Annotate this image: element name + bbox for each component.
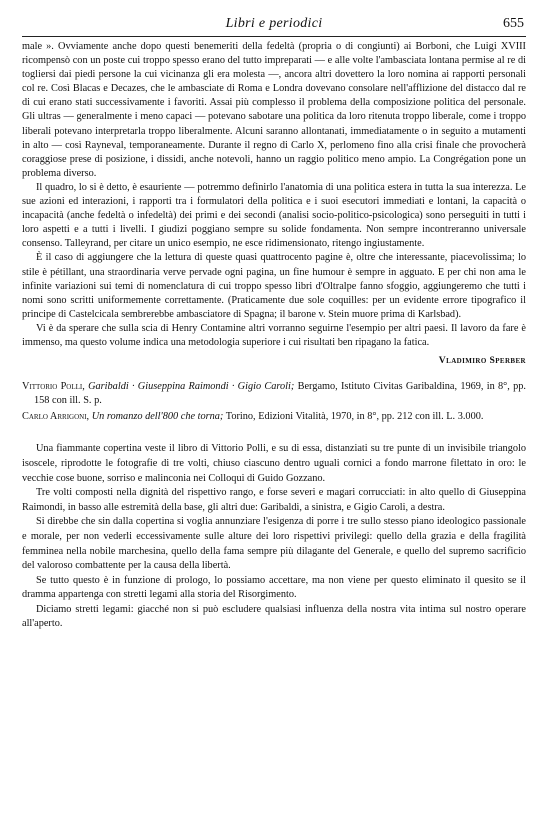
review-paragraph: Si direbbe che sin dalla copertina si voglia annunziare l'esigenza di porre i tre sullo stesso piano ideologico passionale e morale, per non vederli eccessivamente sulle alture dei loro rispettivi privilegi: quello della grazia e della fragilità femminea nella nobile marchesina, quello della fama sempre più dilagante del Generale, e quello del supremo sacrificio del valoroso combattente per la causa della libertà. (22, 516, 526, 572)
running-title: Libri e periodici (225, 16, 323, 31)
review-paragraph: Una fiammante copertina veste il libro di Vittorio Polli, e su di essa, distanziati su tre punte di un invisibile triangolo isoscele, riprodotte le fotografie di tre volti, chiuso ciascuno dentro uguali cornici a fondo marrone filettato in oro: le vecchie cose buone, sorriso e malinconia nei Colloqui di Guido Gozzano. (22, 443, 526, 484)
page-header (22, 14, 526, 37)
reviewer-signature: Vladimiro Sperber (438, 355, 526, 367)
review-paragraph: Se tutto questo è in funzione di prologo, lo possiamo accettare, ma non viene per questo eliminato il quesito se il dramma appartenga con stretti legami alla storia del Risorgimento. (22, 574, 526, 601)
entry-title: Un romanzo dell'800 che torna; (91, 411, 224, 423)
entry-details: Torino, Edizioni Vitalità, 1970, in 8°, pp. 212 con ill. L. 3.000. (225, 411, 484, 423)
entry-details: Bergamo, Istituto Civitas Garibaldina, 1969, in 8°, pp. 158 con ill. S. p. (34, 381, 526, 407)
bibliographic-entries (22, 380, 526, 424)
entry-title: Garibaldi · Giuseppina Raimondi · Gigio Caroli; (88, 381, 295, 393)
review-paragraph: Il quadro, lo si è detto, è esauriente — potremmo definirlo l'anatomia di una politica estera in tutta la sua interezza. Le sue azioni ed interazioni, i rapporti tra i formulatori della politica e i suoi esecutori immediati e lontani, la capacità o incapacità (anche fedeltà o infedeltà) dei primi e dei secondi (analisi socio-politico-psicologica) sono perseguiti in tutti i loro aspetti e a tutti i livelli. I giudizi poggiano sempre su solide fondamenta. Non sempre incontreranno universale consenso. Talleyrand, per citare un unico esempio, ne esce ridimensionato, ritengo ingiustamente. (22, 181, 526, 250)
review-paragraph: Vi è da sperare che sulla scia di Henry Contamine altri vorranno seguirne l'esempio per altri paesi. Il lavoro da fare è immenso, ma questo volume indica una metodologia superiore i cui risultati ben ripagano la fatica. (22, 322, 526, 348)
page-number: 655 (503, 16, 524, 31)
bibliographic-entry (22, 380, 526, 408)
review-paragraph: Diciamo stretti legami: giacché non si può escludere qualsiasi influenza della nostra vita intima sul nostro operare all'aperto. (22, 603, 526, 630)
review-paragraph: È il caso di aggiungere che la lettura di queste quasi quattrocento pagine è, oltre che interessante, piacevolissima; lo stile è pétillant, una straordinaria verve pervade ogni pagina, un fine humour è sempre in agguato. E per chi non ama le infinite variazioni sui temi di nomenclatura di cui troppo spesso libri d'Oltralpe fanno sfoggio, aggiungeremo che tutti i nomi sono scritti uniformemente correttamente. (Praticamente due sole coquilles: per un evidente errore tipografico il principe di Castelcicala sembrerebbe ambasciatore di Spagna; il barone v. Stein muore prima di Karlsbad). (22, 252, 526, 320)
entry-author: Carlo Arrigoni, (22, 411, 90, 423)
review-continuation (22, 40, 526, 366)
review-body (22, 442, 526, 632)
review-paragraph: male ». Ovviamente anche dopo questi benemeriti della fedeltà (propria o di congiunti) ai Borboni, che Luigi XVIII ricompensò con un poste cui troppo spesso erano del tutto impreparati — e alle volte l'ambasciata lontana permise al re di togliersi dai piedi persone la cui vicinanza gli era molesta —, ancora altri dovettero la loro nomina ai rapporti personali col re. Così Blacas e Decazes, che le ambasciate di Roma e Londra dovevano consolare nell'afflizione del distacco dal re di cui erano stati successivamente i favoriti. Assai più complesso il problema della composizione politica del personale. Gli ultras — generalmente i meno capaci — potevano sabotare una politica da loro ritenuta troppo liberale, come i troppo liberali potevano interpretarla troppo liberalmente. Alcuni saranno allontanati, immediatamente o in seguito a mutamenti in alto — così Rayneval, temporaneamente. Durante il regno di Carlo X, perlomeno fino alla crisi finale che provocherà coraggiose prese di posizione, i dissidi, anche notevoli, hanno un raggio politico meno ampio. La Congrégation pone un problema diverso. (22, 41, 526, 179)
bibliographic-entry (22, 410, 526, 424)
entry-author: Vittorio Polli, (22, 381, 85, 393)
review-paragraph: Tre volti composti nella dignità del rispettivo rango, e forse severi e magari corrucciati: in alto quello di Giuseppina Raimondi, in basso alle estremità della base, gli altri due: Garibaldi, a sinistra, e Gigio Caroli, a destra. (22, 487, 526, 513)
page-body (22, 40, 526, 632)
